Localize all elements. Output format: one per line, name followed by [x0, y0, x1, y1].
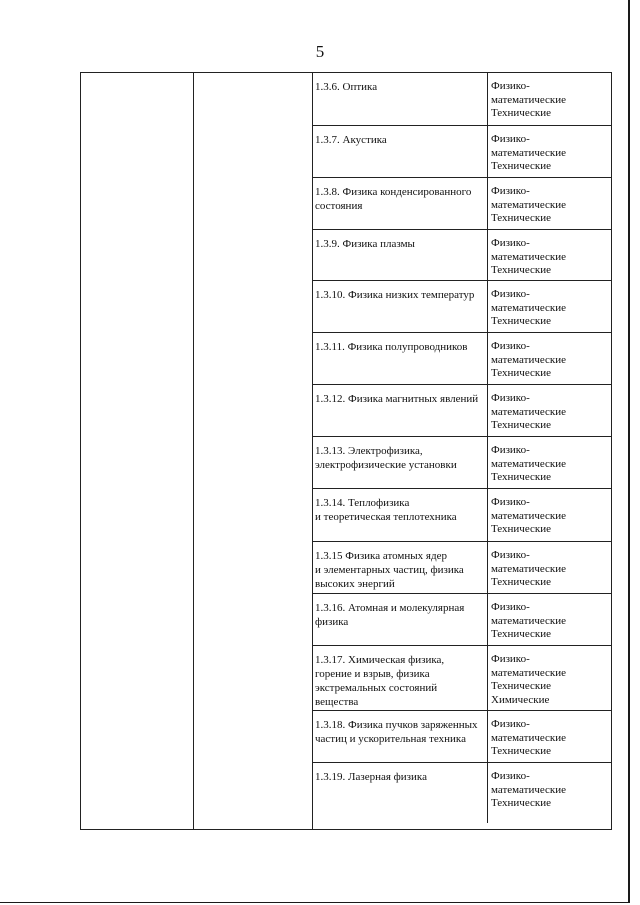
science-branches — [487, 437, 612, 488]
specialty-name: 1.3.13. Электрофизика, электрофизические установки — [315, 445, 457, 471]
science-branch: Физико- — [491, 770, 530, 782]
specialty-name: 1.3.15 Физика атомных ядер и элементарных частиц, физика высоких энергий — [315, 550, 464, 590]
science-branch: Технические — [491, 523, 551, 535]
specialty-name: 1.3.11. Физика полупроводников — [315, 341, 468, 353]
science-branch: Физико- — [491, 444, 530, 456]
science-branch: Технические — [491, 745, 551, 757]
science-branches — [487, 281, 612, 332]
science-branch: математические — [491, 614, 567, 627]
specialty-name: 1.3.10. Физика низких температур — [315, 289, 475, 301]
science-branch: Технические — [491, 160, 551, 172]
science-branches — [487, 385, 612, 436]
specialty-name: 1.3.12. Физика магнитных явлений — [315, 393, 479, 405]
science-branch: математические — [491, 562, 567, 575]
table-row — [312, 385, 612, 437]
science-branch: Физико- — [491, 549, 530, 561]
science-branch: Технические — [491, 367, 551, 379]
table-row — [312, 594, 612, 646]
specialty-name: 1.3.6. Оптика — [315, 81, 378, 93]
science-branch: Технические — [491, 315, 551, 327]
science-branch: Технические — [491, 797, 551, 809]
science-branch: Физико- — [491, 601, 530, 613]
page-number: 5 — [315, 42, 325, 61]
table-row — [312, 73, 612, 126]
science-branches — [487, 763, 612, 823]
column-divider-1 — [193, 73, 194, 829]
science-branches — [487, 594, 612, 645]
science-branch: Технические — [491, 419, 551, 431]
science-branch: математические — [491, 783, 567, 796]
science-branch: Физико- — [491, 133, 530, 145]
table-row — [312, 126, 612, 178]
science-branch: математические — [491, 509, 567, 522]
specialty-name: 1.3.8. Физика конденсированного состояния — [315, 186, 472, 212]
science-branch: Технические — [491, 264, 551, 276]
science-branch: Технические — [491, 471, 551, 483]
science-branch: Физико- — [491, 237, 530, 249]
science-branch: Технические — [491, 576, 551, 588]
table-row — [312, 333, 612, 385]
science-branch: Технические — [491, 680, 551, 692]
science-branch: математические — [491, 250, 567, 263]
science-branch: Физико- — [491, 185, 530, 197]
table-row — [312, 711, 612, 763]
science-branch: математические — [491, 405, 567, 418]
table-row — [312, 763, 612, 823]
science-branch: математические — [491, 731, 567, 744]
science-branches — [487, 489, 612, 541]
science-branch: Физико- — [491, 288, 530, 300]
science-branches — [487, 230, 612, 280]
specialty-name: 1.3.17. Химическая физика, горение и взрыв, физика экстремальных состояний вещества — [315, 654, 445, 708]
science-branch: Физико- — [491, 718, 530, 730]
science-branch: математические — [491, 93, 567, 106]
science-branch: математические — [491, 666, 567, 679]
table-row — [312, 281, 612, 333]
science-branch: математические — [491, 457, 567, 470]
science-branch: математические — [491, 301, 567, 314]
science-branches — [487, 711, 612, 762]
science-branch: математические — [491, 146, 567, 159]
specialty-name: 1.3.18. Физика пучков заряженных частиц и ускорительная техника — [315, 719, 478, 745]
science-branches — [487, 73, 612, 125]
specialties-table — [80, 72, 612, 830]
specialty-name: 1.3.14. Теплофизика и теоретическая теплотехника — [315, 497, 457, 523]
table-row — [312, 542, 612, 594]
specialty-name: 1.3.16. Атомная и молекулярная физика — [315, 602, 465, 628]
specialty-name: 1.3.7. Акустика — [315, 134, 387, 146]
science-branch: Физико- — [491, 392, 530, 404]
science-branches — [487, 542, 612, 593]
science-branch: Химические — [491, 693, 550, 706]
science-branch: Технические — [491, 212, 551, 224]
table-row — [312, 230, 612, 281]
specialty-name: 1.3.9. Физика плазмы — [315, 238, 415, 250]
science-branch: Физико- — [491, 80, 530, 92]
specialty-name: 1.3.19. Лазерная физика — [315, 771, 427, 783]
table-row — [312, 178, 612, 230]
table-row — [312, 489, 612, 542]
science-branches — [487, 333, 612, 384]
table-row — [312, 646, 612, 711]
table-rows — [312, 73, 612, 823]
science-branches — [487, 178, 612, 229]
science-branch: Технические — [491, 107, 551, 119]
science-branch: математические — [491, 353, 567, 366]
science-branches — [487, 126, 612, 177]
science-branches — [487, 646, 612, 710]
table-row — [312, 437, 612, 489]
science-branch: Физико- — [491, 496, 530, 508]
science-branch: Технические — [491, 628, 551, 640]
science-branch: Физико- — [491, 653, 530, 665]
science-branch: Физико- — [491, 340, 530, 352]
science-branch: математические — [491, 198, 567, 211]
